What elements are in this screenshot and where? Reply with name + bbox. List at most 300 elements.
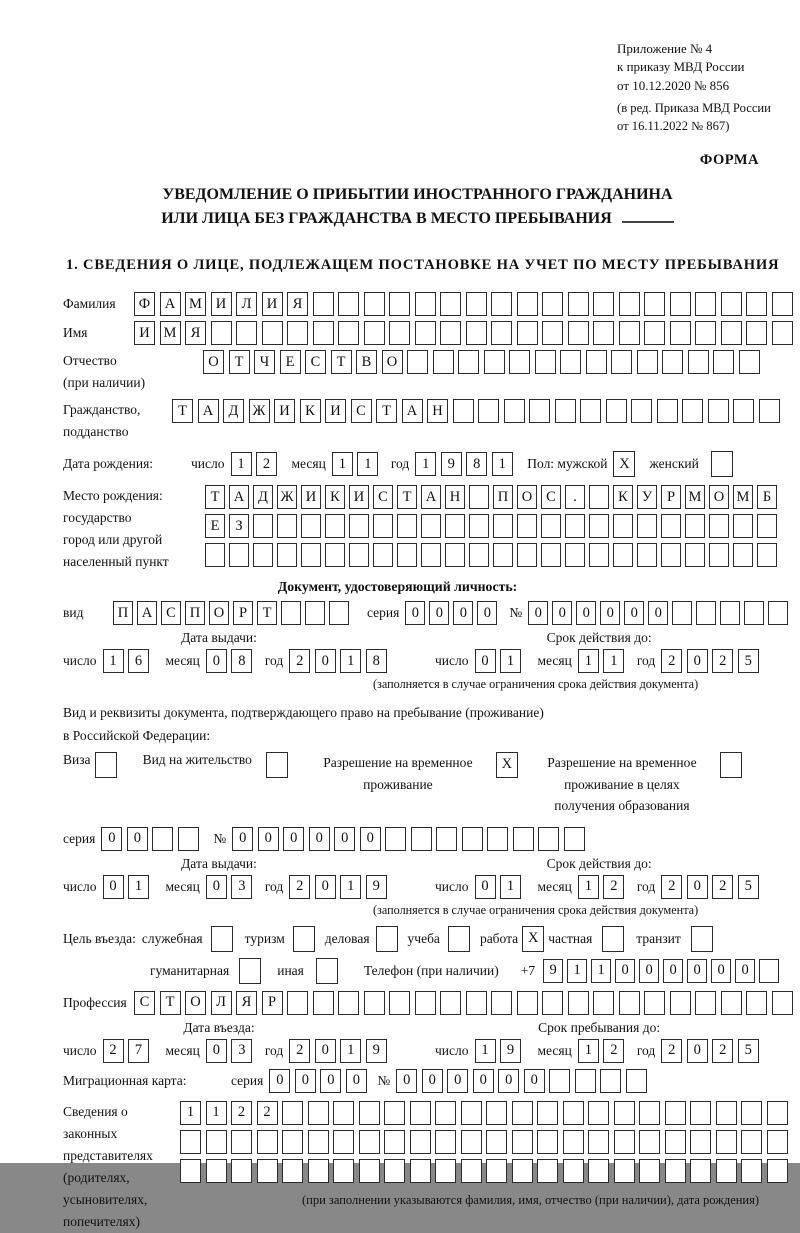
char-box[interactable]: [716, 1130, 737, 1154]
char-box[interactable]: Т: [229, 350, 250, 374]
char-box[interactable]: [389, 991, 410, 1015]
char-box[interactable]: З: [229, 514, 249, 538]
char-box[interactable]: 2: [289, 1039, 310, 1063]
char-box[interactable]: 0: [711, 959, 731, 983]
char-box[interactable]: [333, 1159, 354, 1183]
checkbox-cell[interactable]: [95, 752, 117, 778]
char-box[interactable]: [517, 991, 538, 1015]
char-box[interactable]: [606, 399, 627, 423]
char-box[interactable]: Ж: [249, 399, 270, 423]
char-box[interactable]: [282, 1130, 303, 1154]
char-box[interactable]: [440, 991, 461, 1015]
char-box[interactable]: М: [185, 292, 206, 316]
char-box[interactable]: [458, 350, 479, 374]
char-box[interactable]: 1: [500, 875, 521, 899]
char-box[interactable]: [281, 601, 301, 625]
char-box[interactable]: [593, 292, 614, 316]
char-box[interactable]: 1: [103, 649, 124, 673]
char-box[interactable]: [733, 399, 754, 423]
char-box[interactable]: [206, 1130, 227, 1154]
char-box[interactable]: [364, 292, 385, 316]
char-box[interactable]: [593, 991, 614, 1015]
char-box[interactable]: .: [565, 485, 585, 509]
char-box[interactable]: К: [300, 399, 321, 423]
char-box[interactable]: [493, 543, 513, 567]
char-box[interactable]: И: [262, 292, 283, 316]
char-box[interactable]: [301, 514, 321, 538]
char-box[interactable]: 0: [206, 649, 227, 673]
char-box[interactable]: 2: [661, 875, 682, 899]
char-box[interactable]: И: [274, 399, 295, 423]
char-box[interactable]: 0: [735, 959, 755, 983]
char-box[interactable]: 0: [334, 827, 355, 851]
char-box[interactable]: [411, 827, 432, 851]
checkbox-cell[interactable]: [711, 451, 733, 477]
char-box[interactable]: [767, 1159, 788, 1183]
char-box[interactable]: 0: [283, 827, 304, 851]
checkbox-cell[interactable]: [376, 926, 398, 952]
char-box[interactable]: 0: [663, 959, 683, 983]
char-box[interactable]: О: [185, 991, 206, 1015]
char-box[interactable]: О: [209, 601, 229, 625]
char-box[interactable]: [415, 991, 436, 1015]
char-box[interactable]: 2: [257, 1101, 278, 1125]
checkbox-cell[interactable]: X: [522, 926, 544, 952]
char-box[interactable]: [333, 1130, 354, 1154]
char-box[interactable]: 1: [357, 452, 378, 476]
char-box[interactable]: [759, 399, 780, 423]
char-box[interactable]: [512, 1130, 533, 1154]
char-box[interactable]: [746, 321, 767, 345]
char-box[interactable]: [555, 399, 576, 423]
char-box[interactable]: [767, 1101, 788, 1125]
char-box[interactable]: 7: [128, 1039, 149, 1063]
char-box[interactable]: 2: [103, 1039, 124, 1063]
char-box[interactable]: [364, 321, 385, 345]
char-box[interactable]: [619, 991, 640, 1015]
char-box[interactable]: 9: [366, 1039, 387, 1063]
char-box[interactable]: 8: [466, 452, 487, 476]
char-box[interactable]: А: [198, 399, 219, 423]
char-box[interactable]: [359, 1101, 380, 1125]
char-box[interactable]: [619, 321, 640, 345]
char-box[interactable]: 1: [340, 1039, 361, 1063]
char-box[interactable]: [772, 321, 793, 345]
char-box[interactable]: [537, 1101, 558, 1125]
char-box[interactable]: 0: [232, 827, 253, 851]
char-box[interactable]: [541, 543, 561, 567]
checkbox-cell[interactable]: [448, 926, 470, 952]
char-box[interactable]: [720, 601, 740, 625]
char-box[interactable]: 0: [269, 1069, 290, 1093]
char-box[interactable]: К: [325, 485, 345, 509]
char-box[interactable]: [236, 321, 257, 345]
char-box[interactable]: Д: [253, 485, 273, 509]
char-box[interactable]: [772, 991, 793, 1015]
char-box[interactable]: Ч: [254, 350, 275, 374]
char-box[interactable]: [461, 1101, 482, 1125]
char-box[interactable]: [696, 601, 716, 625]
char-box[interactable]: [313, 991, 334, 1015]
char-box[interactable]: [389, 292, 410, 316]
char-box[interactable]: Р: [262, 991, 283, 1015]
char-box[interactable]: 1: [567, 959, 587, 983]
char-box[interactable]: Н: [445, 485, 465, 509]
char-box[interactable]: 0: [315, 875, 336, 899]
char-box[interactable]: [308, 1159, 329, 1183]
char-box[interactable]: [631, 399, 652, 423]
char-box[interactable]: Т: [376, 399, 397, 423]
char-box[interactable]: 0: [687, 875, 708, 899]
char-box[interactable]: [568, 321, 589, 345]
char-box[interactable]: 0: [524, 1069, 545, 1093]
char-box[interactable]: [614, 1159, 635, 1183]
char-box[interactable]: И: [301, 485, 321, 509]
char-box[interactable]: [385, 827, 406, 851]
char-box[interactable]: 8: [366, 649, 387, 673]
char-box[interactable]: Н: [427, 399, 448, 423]
char-box[interactable]: 9: [366, 875, 387, 899]
char-box[interactable]: [373, 543, 393, 567]
char-box[interactable]: [560, 350, 581, 374]
char-box[interactable]: 0: [320, 1069, 341, 1093]
char-box[interactable]: [466, 991, 487, 1015]
char-box[interactable]: 1: [332, 452, 353, 476]
char-box[interactable]: [589, 514, 609, 538]
checkbox-cell[interactable]: [691, 926, 713, 952]
char-box[interactable]: [513, 827, 534, 851]
char-box[interactable]: [206, 1159, 227, 1183]
char-box[interactable]: [721, 321, 742, 345]
char-box[interactable]: [287, 321, 308, 345]
char-box[interactable]: [626, 1069, 647, 1093]
char-box[interactable]: [205, 543, 225, 567]
char-box[interactable]: Е: [280, 350, 301, 374]
char-box[interactable]: [384, 1101, 405, 1125]
char-box[interactable]: 2: [661, 1039, 682, 1063]
char-box[interactable]: [709, 543, 729, 567]
char-box[interactable]: [486, 1101, 507, 1125]
char-box[interactable]: 0: [295, 1069, 316, 1093]
char-box[interactable]: [741, 1159, 762, 1183]
char-box[interactable]: [661, 514, 681, 538]
char-box[interactable]: 3: [231, 875, 252, 899]
char-box[interactable]: [397, 514, 417, 538]
char-box[interactable]: [589, 543, 609, 567]
char-box[interactable]: И: [211, 292, 232, 316]
checkbox-cell[interactable]: X: [613, 451, 635, 477]
char-box[interactable]: О: [203, 350, 224, 374]
char-box[interactable]: 0: [346, 1069, 367, 1093]
char-box[interactable]: 6: [128, 649, 149, 673]
char-box[interactable]: 0: [615, 959, 635, 983]
char-box[interactable]: [178, 827, 199, 851]
char-box[interactable]: О: [382, 350, 403, 374]
char-box[interactable]: [657, 399, 678, 423]
char-box[interactable]: [415, 321, 436, 345]
char-box[interactable]: 0: [206, 875, 227, 899]
char-box[interactable]: [721, 292, 742, 316]
char-box[interactable]: 1: [500, 649, 521, 673]
char-box[interactable]: [695, 292, 716, 316]
char-box[interactable]: 1: [206, 1101, 227, 1125]
char-box[interactable]: [359, 1159, 380, 1183]
char-box[interactable]: [231, 1130, 252, 1154]
char-box[interactable]: [611, 350, 632, 374]
char-box[interactable]: [746, 991, 767, 1015]
char-box[interactable]: 2: [289, 649, 310, 673]
char-box[interactable]: [325, 514, 345, 538]
char-box[interactable]: [491, 292, 512, 316]
char-box[interactable]: [338, 292, 359, 316]
char-box[interactable]: 0: [453, 601, 473, 625]
char-box[interactable]: 0: [473, 1069, 494, 1093]
char-box[interactable]: [695, 321, 716, 345]
char-box[interactable]: Б: [757, 485, 777, 509]
char-box[interactable]: Т: [397, 485, 417, 509]
char-box[interactable]: [537, 1159, 558, 1183]
char-box[interactable]: [517, 514, 537, 538]
char-box[interactable]: [685, 543, 705, 567]
char-box[interactable]: [486, 1130, 507, 1154]
char-box[interactable]: [277, 543, 297, 567]
checkbox-cell[interactable]: X: [496, 752, 518, 778]
char-box[interactable]: [741, 1130, 762, 1154]
char-box[interactable]: 1: [128, 875, 149, 899]
char-box[interactable]: 1: [475, 1039, 496, 1063]
char-box[interactable]: 0: [315, 649, 336, 673]
char-box[interactable]: [389, 321, 410, 345]
char-box[interactable]: [410, 1130, 431, 1154]
char-box[interactable]: [461, 1159, 482, 1183]
char-box[interactable]: 0: [576, 601, 596, 625]
char-box[interactable]: 2: [256, 452, 277, 476]
char-box[interactable]: С: [351, 399, 372, 423]
char-box[interactable]: [469, 543, 489, 567]
char-box[interactable]: [665, 1101, 686, 1125]
char-box[interactable]: [517, 543, 537, 567]
char-box[interactable]: Е: [205, 514, 225, 538]
char-box[interactable]: [772, 292, 793, 316]
char-box[interactable]: [672, 601, 692, 625]
char-box[interactable]: [180, 1130, 201, 1154]
char-box[interactable]: [565, 543, 585, 567]
char-box[interactable]: [661, 543, 681, 567]
char-box[interactable]: М: [685, 485, 705, 509]
char-box[interactable]: 9: [500, 1039, 521, 1063]
char-box[interactable]: И: [349, 485, 369, 509]
char-box[interactable]: [744, 601, 764, 625]
char-box[interactable]: [565, 514, 585, 538]
char-box[interactable]: [282, 1159, 303, 1183]
char-box[interactable]: [313, 292, 334, 316]
char-box[interactable]: 0: [498, 1069, 519, 1093]
char-box[interactable]: [739, 350, 760, 374]
char-box[interactable]: [287, 991, 308, 1015]
char-box[interactable]: [466, 321, 487, 345]
char-box[interactable]: [466, 292, 487, 316]
char-box[interactable]: В: [356, 350, 377, 374]
char-box[interactable]: [637, 543, 657, 567]
char-box[interactable]: [308, 1130, 329, 1154]
char-box[interactable]: 5: [738, 649, 759, 673]
char-box[interactable]: [563, 1159, 584, 1183]
char-box[interactable]: [211, 321, 232, 345]
char-box[interactable]: 0: [258, 827, 279, 851]
char-box[interactable]: Я: [287, 292, 308, 316]
char-box[interactable]: С: [134, 991, 155, 1015]
char-box[interactable]: [517, 292, 538, 316]
char-box[interactable]: [435, 1101, 456, 1125]
char-box[interactable]: О: [709, 485, 729, 509]
char-box[interactable]: [435, 1130, 456, 1154]
char-box[interactable]: [453, 399, 474, 423]
char-box[interactable]: [542, 991, 563, 1015]
char-box[interactable]: 1: [180, 1101, 201, 1125]
char-box[interactable]: [690, 1101, 711, 1125]
char-box[interactable]: [542, 292, 563, 316]
char-box[interactable]: Т: [160, 991, 181, 1015]
char-box[interactable]: [415, 292, 436, 316]
char-box[interactable]: 0: [687, 649, 708, 673]
char-box[interactable]: [741, 1101, 762, 1125]
char-box[interactable]: [563, 1101, 584, 1125]
char-box[interactable]: [695, 991, 716, 1015]
char-box[interactable]: С: [373, 485, 393, 509]
char-box[interactable]: [721, 991, 742, 1015]
char-box[interactable]: [338, 321, 359, 345]
char-box[interactable]: Р: [233, 601, 253, 625]
char-box[interactable]: 0: [447, 1069, 468, 1093]
char-box[interactable]: [349, 514, 369, 538]
char-box[interactable]: [709, 514, 729, 538]
char-box[interactable]: [757, 514, 777, 538]
char-box[interactable]: [308, 1101, 329, 1125]
char-box[interactable]: Т: [331, 350, 352, 374]
char-box[interactable]: [757, 543, 777, 567]
char-box[interactable]: 5: [738, 875, 759, 899]
char-box[interactable]: 9: [441, 452, 462, 476]
char-box[interactable]: [435, 1159, 456, 1183]
checkbox-cell[interactable]: [720, 752, 742, 778]
char-box[interactable]: И: [134, 321, 155, 345]
char-box[interactable]: Д: [223, 399, 244, 423]
char-box[interactable]: 1: [578, 1039, 599, 1063]
char-box[interactable]: [767, 1130, 788, 1154]
char-box[interactable]: 1: [415, 452, 436, 476]
char-box[interactable]: 2: [712, 649, 733, 673]
char-box[interactable]: [325, 543, 345, 567]
char-box[interactable]: Л: [236, 292, 257, 316]
char-box[interactable]: 2: [231, 1101, 252, 1125]
char-box[interactable]: [613, 514, 633, 538]
char-box[interactable]: 0: [687, 959, 707, 983]
char-box[interactable]: [746, 292, 767, 316]
char-box[interactable]: Т: [172, 399, 193, 423]
char-box[interactable]: Л: [211, 991, 232, 1015]
char-box[interactable]: [733, 514, 753, 538]
char-box[interactable]: [690, 1159, 711, 1183]
char-box[interactable]: [277, 514, 297, 538]
char-box[interactable]: 0: [687, 1039, 708, 1063]
char-box[interactable]: [586, 350, 607, 374]
char-box[interactable]: [588, 1159, 609, 1183]
char-box[interactable]: [563, 1130, 584, 1154]
char-box[interactable]: [670, 991, 691, 1015]
char-box[interactable]: [549, 1069, 570, 1093]
char-box[interactable]: [491, 991, 512, 1015]
char-box[interactable]: [639, 1130, 660, 1154]
char-box[interactable]: [313, 321, 334, 345]
char-box[interactable]: Т: [257, 601, 277, 625]
char-box[interactable]: 0: [475, 875, 496, 899]
char-box[interactable]: 2: [712, 875, 733, 899]
char-box[interactable]: 0: [103, 875, 124, 899]
char-box[interactable]: [580, 399, 601, 423]
char-box[interactable]: 8: [231, 649, 252, 673]
char-box[interactable]: [665, 1130, 686, 1154]
char-box[interactable]: С: [161, 601, 181, 625]
char-box[interactable]: [688, 350, 709, 374]
char-box[interactable]: [229, 543, 249, 567]
char-box[interactable]: [384, 1130, 405, 1154]
char-box[interactable]: [614, 1101, 635, 1125]
char-box[interactable]: 0: [309, 827, 330, 851]
char-box[interactable]: [665, 1159, 686, 1183]
char-box[interactable]: [462, 827, 483, 851]
char-box[interactable]: 0: [639, 959, 659, 983]
char-box[interactable]: 0: [648, 601, 668, 625]
char-box[interactable]: [639, 1159, 660, 1183]
char-box[interactable]: 0: [477, 601, 497, 625]
char-box[interactable]: [478, 399, 499, 423]
char-box[interactable]: 2: [289, 875, 310, 899]
char-box[interactable]: [410, 1101, 431, 1125]
char-box[interactable]: [329, 601, 349, 625]
char-box[interactable]: [509, 350, 530, 374]
char-box[interactable]: [614, 1130, 635, 1154]
char-box[interactable]: [542, 321, 563, 345]
char-box[interactable]: [445, 543, 465, 567]
char-box[interactable]: 3: [231, 1039, 252, 1063]
char-box[interactable]: М: [733, 485, 753, 509]
char-box[interactable]: [253, 543, 273, 567]
char-box[interactable]: О: [517, 485, 537, 509]
char-box[interactable]: 0: [475, 649, 496, 673]
char-box[interactable]: [421, 514, 441, 538]
char-box[interactable]: А: [402, 399, 423, 423]
char-box[interactable]: 9: [543, 959, 563, 983]
char-box[interactable]: [613, 543, 633, 567]
char-box[interactable]: [410, 1159, 431, 1183]
char-box[interactable]: [253, 514, 273, 538]
char-box[interactable]: 1: [492, 452, 513, 476]
char-box[interactable]: [384, 1159, 405, 1183]
char-box[interactable]: [644, 292, 665, 316]
char-box[interactable]: 0: [422, 1069, 443, 1093]
char-box[interactable]: 0: [127, 827, 148, 851]
char-box[interactable]: Я: [236, 991, 257, 1015]
char-box[interactable]: [445, 514, 465, 538]
char-box[interactable]: У: [637, 485, 657, 509]
checkbox-cell[interactable]: [211, 926, 233, 952]
char-box[interactable]: 0: [315, 1039, 336, 1063]
char-box[interactable]: 1: [231, 452, 252, 476]
char-box[interactable]: [364, 991, 385, 1015]
char-box[interactable]: 0: [600, 601, 620, 625]
char-box[interactable]: [338, 991, 359, 1015]
char-box[interactable]: [713, 350, 734, 374]
